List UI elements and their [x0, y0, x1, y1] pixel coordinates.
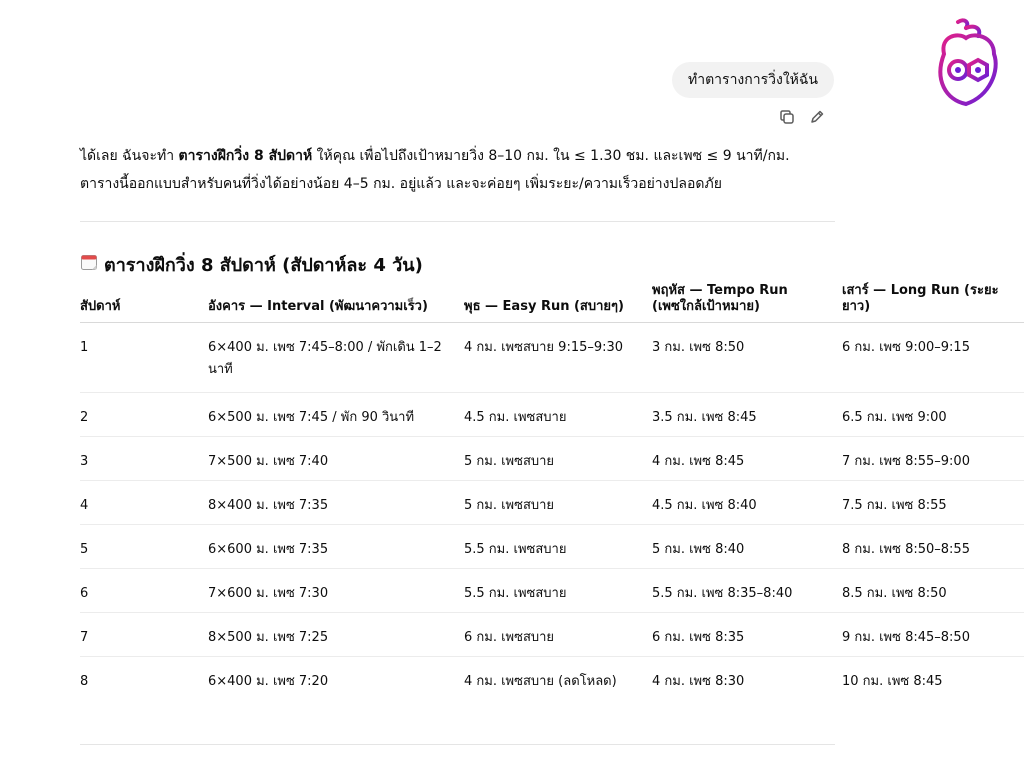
header-saturday: เสาร์ — Long Run (ระยะยาว) [842, 283, 1024, 323]
cell-wednesday: 6 กม. เพซสบาย [464, 613, 652, 657]
header-wednesday: พุธ — Easy Run (สบายๆ) [464, 283, 652, 323]
intro-line-1 [80, 142, 840, 170]
header-thursday-line2: (เพซใกล้เป้าหมาย) [652, 299, 760, 314]
cell-week: 4 [80, 481, 208, 525]
intro-prefix: ได้เลย ฉันจะทำ [80, 148, 179, 164]
cell-week: 8 [80, 674, 89, 689]
cell-saturday: 10 กม. เพซ 8:45 [842, 674, 943, 689]
cell-saturday: 7 กม. เพซ 8:55–9:00 [842, 437, 1024, 481]
cell-thursday: 4 กม. เพซ 8:45 [652, 437, 842, 481]
message-actions [778, 108, 826, 126]
cell-week: 7 [80, 613, 208, 657]
cell-thursday: 4 กม. เพซ 8:30 [652, 674, 745, 689]
intro-bold: ตารางฝึกวิ่ง 8 สัปดาห์ [178, 148, 313, 164]
cell-wednesday: 5 กม. เพซสบาย [464, 437, 652, 481]
table-row [80, 569, 1024, 613]
table-row [80, 393, 1024, 437]
calendar-icon [80, 253, 98, 276]
cell-wednesday: 4 กม. เพซสบาย 9:15–9:30 [464, 323, 652, 393]
owl-logo-icon [930, 14, 1010, 110]
table-header-row [80, 283, 1024, 323]
cell-thursday: 5 กม. เพซ 8:40 [652, 525, 842, 569]
cell-tuesday: 6×400 ม. เพซ 7:45–8:00 / พักเดิน 1–2 นาที [208, 323, 464, 393]
section-heading [80, 250, 423, 279]
user-message-bubble: ทำตารางการวิ่งให้ฉัน [672, 62, 834, 98]
cell-thursday: 3 กม. เพซ 8:50 [652, 323, 842, 393]
cell-week: 3 [80, 437, 208, 481]
table-row [80, 657, 1024, 701]
intro-suffix: ให้คุณ เพื่อไปถึงเป้าหมายวิ่ง 8–10 กม. ใน ≤ 1.30 ชม. และเพซ ≤ 9 นาที/กม. [312, 148, 790, 164]
table-row [80, 437, 1024, 481]
table-row [80, 525, 1024, 569]
intro-line-2: ตารางนี้ออกแบบสำหรับคนที่วิ่งได้อย่างน้อย 4–5 กม. อยู่แล้ว และจะค่อยๆ เพิ่มระยะ/ความเร็วอย่างปลอดภัย [80, 176, 722, 192]
cell-week: 5 [80, 525, 208, 569]
cell-saturday: 8 กม. เพซ 8:50–8:55 [842, 525, 1024, 569]
cell-tuesday: 8×400 ม. เพซ 7:35 [208, 481, 464, 525]
table-row [80, 323, 1024, 393]
cell-saturday: 9 กม. เพซ 8:45–8:50 [842, 613, 1024, 657]
cell-week: 6 [80, 569, 208, 613]
cell-tuesday: 6×600 ม. เพซ 7:35 [208, 525, 464, 569]
divider-top [80, 221, 835, 222]
cell-saturday: 6.5 กม. เพซ 9:00 [842, 393, 1024, 437]
cell-wednesday: 5.5 กม. เพซสบาย [464, 525, 652, 569]
cell-week: 2 [80, 393, 208, 437]
divider-bottom [80, 744, 835, 745]
cell-wednesday: 5.5 กม. เพซสบาย [464, 569, 652, 613]
cell-thursday: 4.5 กม. เพซ 8:40 [652, 481, 842, 525]
header-week: สัปดาห์ [80, 283, 208, 323]
cell-wednesday: 4 กม. เพซสบาย (ลดโหลด) [464, 674, 617, 689]
cell-tuesday: 6×400 ม. เพซ 7:20 [208, 674, 329, 689]
cell-week: 1 [80, 323, 208, 393]
table-row [80, 481, 1024, 525]
cell-tuesday: 7×500 ม. เพซ 7:40 [208, 437, 464, 481]
cell-tuesday: 8×500 ม. เพซ 7:25 [208, 613, 464, 657]
cell-thursday: 3.5 กม. เพซ 8:45 [652, 393, 842, 437]
cell-saturday: 8.5 กม. เพซ 8:50 [842, 569, 1024, 613]
section-heading-text: ตารางฝึกวิ่ง 8 สัปดาห์ (สัปดาห์ละ 4 วัน) [104, 255, 423, 276]
assistant-intro [80, 142, 840, 198]
table-row [80, 613, 1024, 657]
pencil-icon[interactable] [808, 108, 826, 126]
training-table [80, 283, 1024, 701]
cell-thursday: 5.5 กม. เพซ 8:35–8:40 [652, 569, 842, 613]
cell-thursday: 6 กม. เพซ 8:35 [652, 613, 842, 657]
copy-icon[interactable] [778, 108, 796, 126]
cell-tuesday: 6×500 ม. เพซ 7:45 / พัก 90 วินาที [208, 393, 464, 437]
header-tuesday: อังคาร — Interval (พัฒนาความเร็ว) [208, 283, 464, 323]
header-thursday [652, 283, 842, 323]
training-table-wrapper [80, 283, 1024, 701]
header-thursday-line1: พฤหัส — Tempo Run [652, 283, 788, 298]
cell-saturday: 7.5 กม. เพซ 8:55 [842, 481, 1024, 525]
cell-saturday: 6 กม. เพซ 9:00–9:15 [842, 323, 1024, 393]
cell-wednesday: 5 กม. เพซสบาย [464, 481, 652, 525]
cell-tuesday: 7×600 ม. เพซ 7:30 [208, 569, 464, 613]
cell-wednesday: 4.5 กม. เพซสบาย [464, 393, 652, 437]
